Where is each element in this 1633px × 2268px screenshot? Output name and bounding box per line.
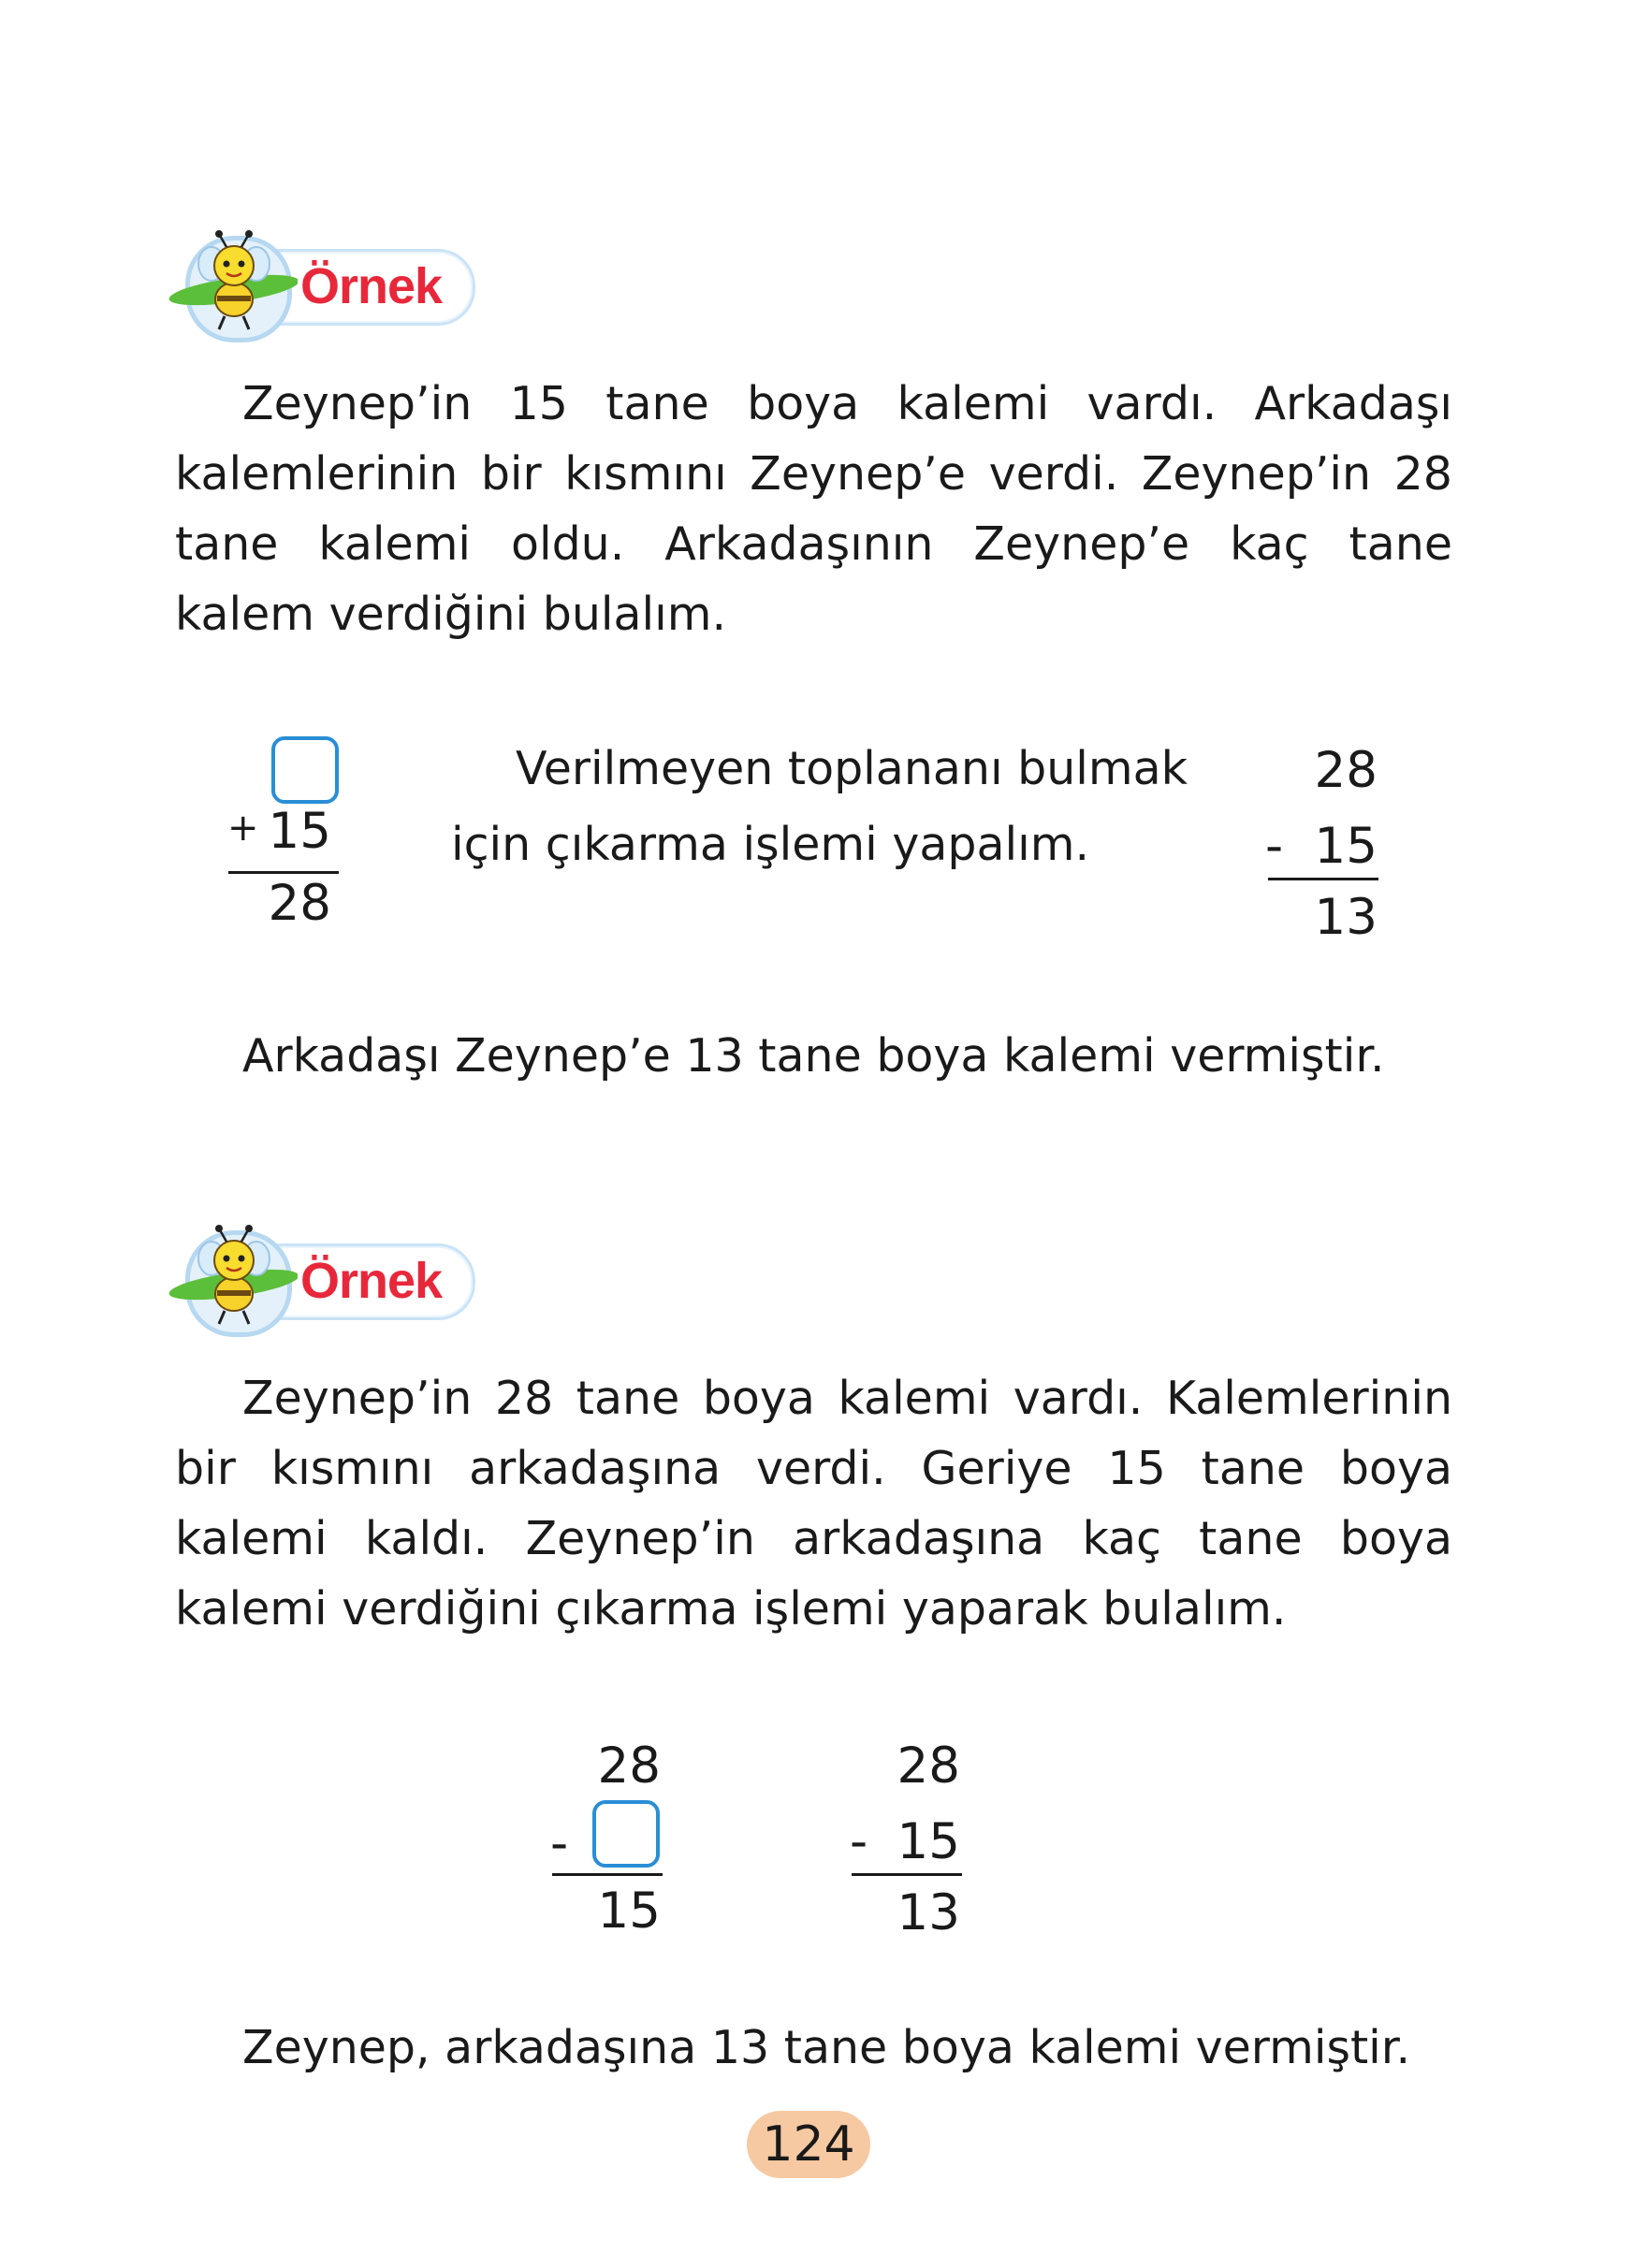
- missing-subtrahend-box: [592, 1800, 660, 1868]
- bee-mascot-icon: [167, 230, 298, 342]
- explanation-line-2: için çıkarma işlemi yapalım.: [451, 818, 1090, 871]
- left-result: 15: [597, 1883, 661, 1940]
- left-rule: [552, 1873, 663, 1876]
- minuend: 28: [1314, 742, 1378, 799]
- explanation-line-1: Verilmeyen toplananı bulmak: [516, 742, 1188, 795]
- left-minus-sign: -: [550, 1815, 569, 1872]
- example1-problem-text: Zeynep’in 15 tane boya kalemi vardı. Arkadaşı kalemlerinin bir kısmını Zeynep’e verdi. Zeynep’in 28 tane kalemi oldu. Arkadaşının Zeynep’e kaç tane kalem verdiğini bulalım.: [175, 377, 1452, 641]
- badge-label: Örnek: [300, 258, 443, 314]
- bee-mascot-icon: [167, 1225, 298, 1337]
- right-subtrahend: 15: [897, 1813, 960, 1870]
- missing-addend-box: [271, 736, 339, 804]
- addition-rule: [228, 871, 339, 874]
- example1-answer: Arkadaşı Zeynep’e 13 tane boya kalemi vermiştir.: [242, 1029, 1385, 1083]
- left-minuend: 28: [597, 1737, 661, 1795]
- example-badge-1: [167, 236, 475, 348]
- right-rule: [852, 1873, 962, 1876]
- subtraction-rule: [1268, 878, 1378, 880]
- example2-answer: Zeynep, arkadaşına 13 tane boya kalemi vermiştir.: [242, 2021, 1411, 2074]
- right-minus-sign: -: [850, 1813, 868, 1870]
- example-badge-2: [167, 1230, 475, 1343]
- plus-sign: +: [227, 807, 259, 850]
- addend: 15: [268, 803, 331, 860]
- right-minuend: 28: [897, 1737, 960, 1795]
- badge-label: Örnek: [300, 1253, 443, 1309]
- difference: 13: [1314, 889, 1378, 946]
- page-number: 124: [747, 2111, 870, 2178]
- minus-sign: -: [1265, 818, 1284, 875]
- example2-problem-text: Zeynep’in 28 tane boya kalemi vardı. Kalemlerinin bir kısmını arkadaşına verdi. Geriye 15 tane boya kalemi kaldı. Zeynep’in arkadaşına kaç tane boya kalemi verdiğini çıkarma işlemi yaparak bulalım.: [175, 1372, 1452, 1636]
- sum: 28: [268, 875, 331, 932]
- subtrahend: 15: [1314, 818, 1378, 875]
- right-result: 13: [897, 1884, 960, 1941]
